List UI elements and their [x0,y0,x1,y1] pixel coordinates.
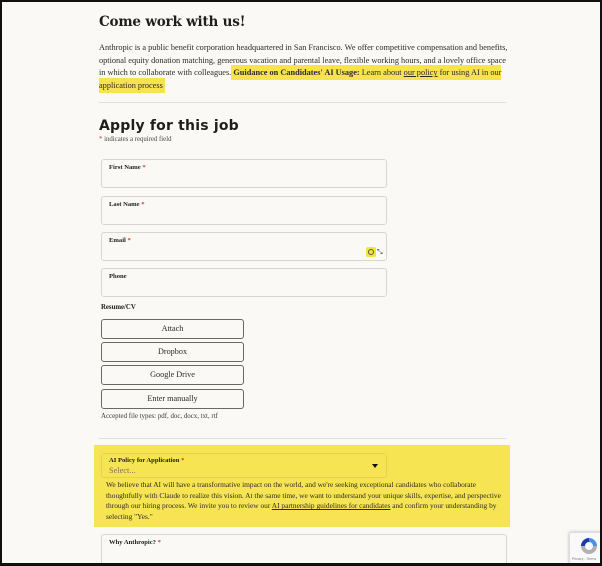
ai-guidance-label: Guidance on Candidates' AI Usage: [233,68,360,78]
password-manager-icon[interactable] [366,247,376,257]
phone-field[interactable] [101,268,387,297]
enter-manually-button[interactable]: Enter manually [101,389,244,409]
ai-guidance-post: for using AI in our application process [99,68,502,90]
ai-policy-select[interactable] [101,453,387,478]
email-field[interactable] [101,232,387,261]
ai-policy-description [106,480,506,522]
accepted-file-types: Accepted file types: pdf, doc, docx, txt, rtf [101,413,218,420]
first-name-label: First Name * [109,164,146,171]
recaptcha-footer[interactable]: Privacy - Terms [572,557,597,561]
recaptcha-logo-icon [579,536,599,556]
last-name-field[interactable] [101,196,387,225]
required-star: * [99,136,103,143]
first-name-field[interactable] [101,159,387,188]
phone-label: Phone [109,273,127,280]
dropbox-button[interactable]: Dropbox [101,342,244,362]
section-divider [99,438,506,439]
attach-button[interactable]: Attach [101,319,244,339]
google-drive-button[interactable]: Google Drive [101,365,244,385]
recaptcha-badge[interactable] [569,532,602,565]
ai-policy-text-post: and confirm your understanding by selecting "Yes." [106,501,497,521]
email-label: Email * [109,237,131,244]
ai-policy-label: AI Policy for Application * [109,457,185,464]
ai-policy-link[interactable]: our policy [403,68,438,78]
ai-guidance-pre: Learn about [359,68,404,78]
ai-policy-text-pre: We believe that AI will have a transformative impact on the world, and we're seeking exceptional candidates who collaborate thoughtfully with Claude to realize this vision. At the same time, we want to understand your unique skills, expertise, and perspective through our hiring process. We invite you to review our [106,480,501,511]
caret-down-icon[interactable] [372,464,378,468]
ai-partnership-guidelines-link[interactable]: AI partnership guidelines for candidates [271,501,391,511]
why-anthropic-label: Why Anthropic? * [109,539,161,546]
section-divider [99,102,506,103]
last-name-label: Last Name * [109,201,145,208]
extension-icon[interactable]: ⤡ [377,248,383,256]
section-heading: Come work with us! [99,14,246,30]
resume-label: Resume/CV [101,304,136,311]
intro-body: Anthropic is a public benefit corporation headquartered in San Francisco. We offer competitive compensation and benefits, optional equity donation matching, generous vacation and parental leave, flexible working hours, and a lovely office space in which to collaborate with colleagues. [99,43,508,78]
why-anthropic-field[interactable] [101,534,507,566]
ai-policy-selected-value: Select... [109,466,136,475]
required-note [99,136,171,143]
intro-paragraph [99,42,509,92]
page-title: Apply for this job [99,118,239,134]
required-note-text: indicates a required field [102,136,172,143]
